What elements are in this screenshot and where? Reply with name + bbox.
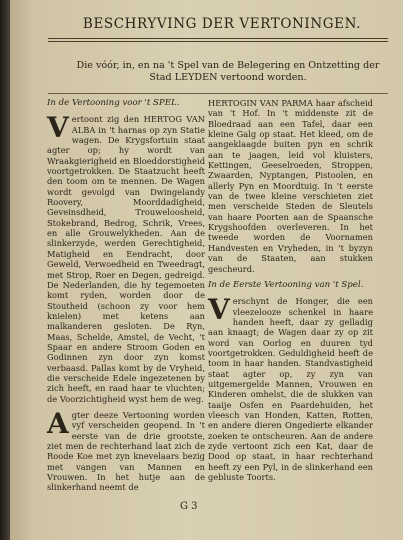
- drop-cap-3: V: [208, 293, 230, 327]
- header-rule-double: [48, 41, 388, 42]
- left-column: [47, 98, 205, 493]
- intro-paragraph: Die vóór, in, en na 't Spel van de Belegering en Ontzetting der Stad LEYDEN vertoond worden.: [76, 60, 380, 83]
- drop-cap-2: A: [47, 406, 69, 440]
- left-paragraph-1: [47, 111, 205, 404]
- left-subhead: In de Vertooning voor 't SPEL.: [47, 98, 180, 108]
- right-paragraph-2-text: erschynt de Honger, die een vleezelooze schenkel in haare handen heeft, daar zy gelladig aan knaagt; de Wagen daar zy op zit word van Oorlog en duuren tyd voortgetrokken. Geduldigheid heeft de toom in haar handen. Standvastigheid staat agter op, zy zyn van uitgemergelde Mannen, Vrouwen en Kinderen omhelst, die de slukken van taaije Osfen en Paardehuiden, het vleesch van Honden, Katten, Rotten, en andere dieren Ongedierte elkander zoeken te ontscheuren. Aan de andere zyde vertoont zich een Kat, daar de Dood op staat, in haar rechterhand heeft zy een Pyl, in de slinkerhand een gebluste Toorts.: [208, 296, 373, 483]
- book-page: [10, 0, 403, 540]
- signature-mark: G 3: [180, 501, 198, 512]
- left-paragraph-1-text: ertoont zig den HERTOG VAN ALBA in 't harnas op zyn Statie wagen. De Krygsfortuin staat agter op; hy wordt van Wraakgierigheid en Bloeddorstigheid voortgetrokken. De Staatzucht heeft den toom om te mennen. De Wagen wordt gevolgd van Dwingelandy Roovery, Moorddadigheid, Geveinsdheid, Trouweloosheid, Stokebrand, Bedrog, Schrik, Vrees, en alle Grouwelykheden. Aan de slinkerzyde, werden Gerechtigheid, Matigheid en Eendracht, door Geweld, Verwoedheid en Tweedragt, met Strop, Roer en Degen, gedreigd. De Nederlanden, die hy tegemoeten komt ryden, worden door de Stoutheid (schoon zy voor hem knielen) met ketens aan malkanderen gesloten. De Ryn, Maas, Schelde, Amstel, de Vecht, 't Spaar en andere Stroom Goden en Godinnen zyn door zyn komst verbaasd. Pallas komt by de Vryheid, die verscheide Edele ingezetenen by zich heeft, en raad haar te vluchten; de Voorzichtigheid wyst hem de weg.: [47, 114, 205, 404]
- right-paragraph-1: HERTOGIN VAN PARMA haar afscheid van 't Hof. In 't middenste zit de Bloedraad aan een Tafel, daar een kleine Galg op staat. Het kleed, om de aangeklaagde buiten pyn en schrik aan te jaagen, leid vol kluisters, Kettingen, Geeselroeden, Stroppen, Zwaarden, Nyptangen, Pistoolen, en allerly Pyn en Moordtuig. In 't eerste van de twee kleine verschieten ziet men verscheide Steden de Sleutels van haare Poorten aan de Spaansche Krygshoofden overleveren. In het tweede worden de Voornamen Handvesten en Vryheden, in 't byzyn van de Staaten, aan stukken gescheurd.: [208, 98, 373, 274]
- right-subhead: In de Eerste Vertooning van 't Spel.: [208, 279, 364, 290]
- header-rule: [48, 38, 388, 39]
- left-paragraph-2: [47, 406, 205, 493]
- right-column: [208, 98, 373, 482]
- book-gutter: [0, 0, 10, 540]
- right-paragraph-2: [208, 293, 373, 483]
- left-paragraph-2-text: gter deeze Vertooning worden vyf verscheiden geopend. In 't eerste van de drie grootste, ziet men de rechterhand laat zich de Roode Koe met zyn knevelaars bezig met vangen van Mannen en Vrouwen. In het hutje aan de slinkerhand neemt de: [47, 409, 205, 493]
- section-divider: [48, 93, 388, 94]
- drop-cap: V: [47, 111, 69, 145]
- page-header: BESCHRYVING DER VERTONINGEN.: [82, 16, 362, 32]
